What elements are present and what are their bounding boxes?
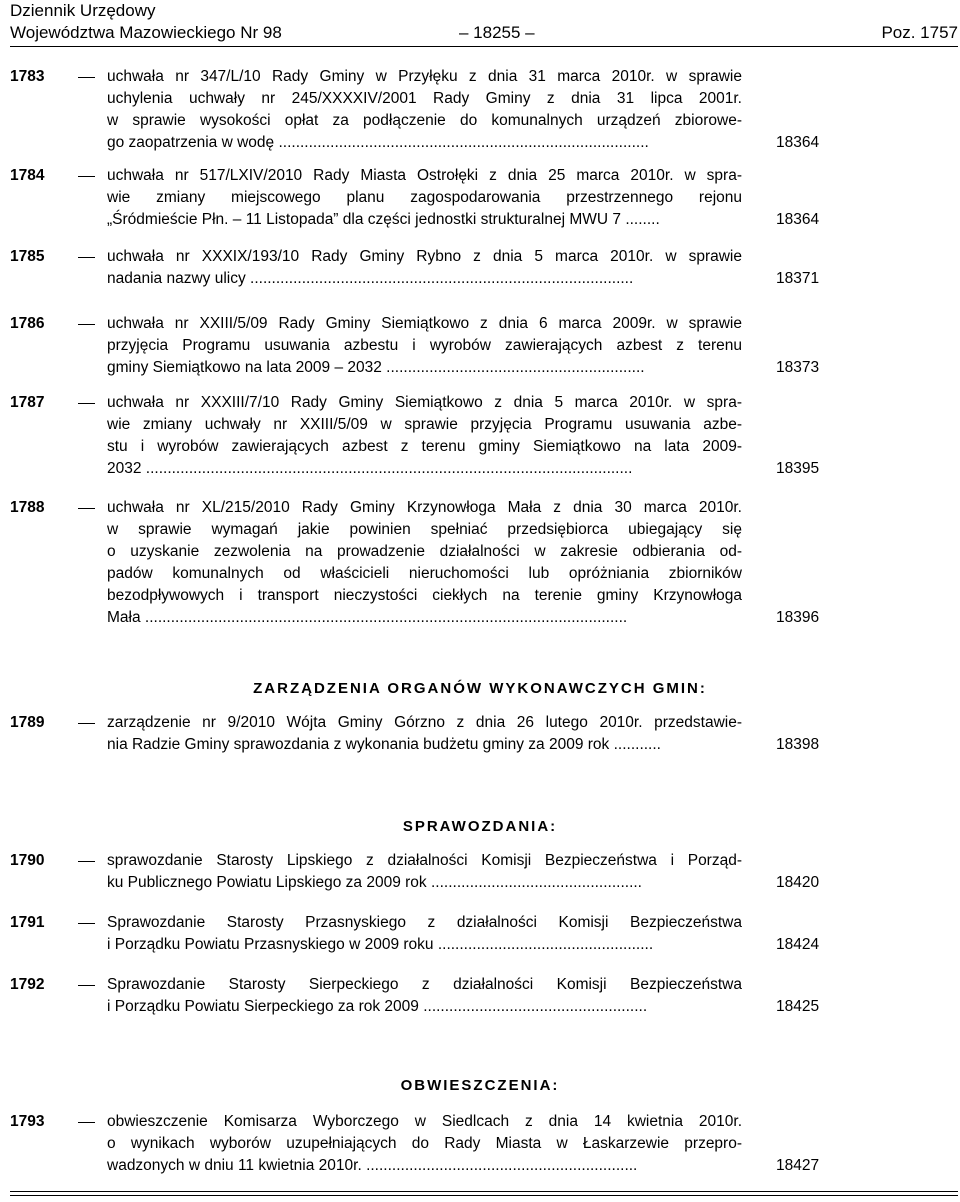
header-row (10, 22, 958, 46)
entry-line: wadzonych w dniu 11 kwietnia 2010r. ............................................................... (107, 1157, 638, 1174)
entry-dash (78, 861, 95, 862)
entry-description (107, 850, 742, 894)
entry-line: 2032 ................................................................................................................. (107, 460, 633, 477)
entry-page-number: 18373 (776, 359, 820, 376)
entry-number: 1787 (10, 394, 45, 411)
position-number: Poz. 1757 (881, 23, 958, 42)
entry-line: nia Radzie Gminy sprawozdania z wykonania budżetu gminy za 2009 rok ........... (107, 736, 661, 753)
footer-rule (10, 1191, 958, 1196)
header-rule (10, 46, 958, 47)
entry-description (107, 712, 742, 756)
journal-title: Dziennik Urzędowy (10, 1, 156, 20)
entry-description (107, 165, 742, 231)
entry-line: w sprawie wysokości opłat za podłączenie do komunalnych urządzeń zbiorowe- (107, 112, 742, 129)
entry-line: w sprawie wymagań jakie powinien spełniać przedsiębiorca ubiegający się (107, 521, 742, 538)
entry-dash (78, 403, 95, 404)
section-title-obwieszczenia: OBWIESZCZENIA: (400, 1077, 560, 1094)
entry-description (107, 1111, 742, 1177)
entry-dash (78, 508, 95, 509)
entry-dash (78, 923, 95, 924)
entry-line: uchwała nr XXXIX/193/10 Rady Gminy Rybno z dnia 5 marca 2010r. w sprawie (107, 248, 742, 265)
entry-line: uchwała nr XL/215/2010 Rady Gminy Krzynowłoga Mała z dnia 30 marca 2010r. (107, 499, 742, 516)
entry-dash (78, 257, 95, 258)
entry-line: bezodpływowych i transport nieczystości ciekłych na terenie gminy Krzynowłoga (107, 587, 742, 604)
entry-dash (78, 985, 95, 986)
entry-dash (78, 77, 95, 78)
entry-description (107, 246, 742, 290)
entry-line: i Porządku Powiatu Przasnyskiego w 2009 roku .................................................. (107, 936, 654, 953)
entry-description (107, 974, 742, 1018)
entry-line: wie zmiany miejscowego planu zagospodarowania przestrzennego rejonu (107, 189, 742, 206)
entry-description (107, 313, 742, 379)
entry-line: sprawozdanie Starosty Lipskiego z działalności Komisji Bezpieczeństwa i Porząd- (107, 852, 742, 869)
page-header (10, 0, 958, 46)
entry-line: o uzyskanie zezwolenia na prowadzenie działalności w zakresie odbierania od- (107, 543, 742, 560)
entry-page-number: 18395 (776, 460, 820, 477)
entry-line: uchylenia uchwały nr 245/XXXXIV/2001 Rady Gminy z dnia 31 lipca 2001r. (107, 90, 742, 107)
entry-description (107, 497, 742, 629)
entry-number: 1785 (10, 248, 45, 265)
entry-number: 1783 (10, 68, 45, 85)
entry-page-number: 18424 (776, 936, 820, 953)
entry-line: przyjęcia Programu usuwania azbestu i wyrobów zawierających azbest z terenu (107, 337, 742, 354)
entry-line: uchwała nr XXIII/5/09 Rady Gminy Siemiątkowo z dnia 6 marca 2009r. w sprawie (107, 315, 742, 332)
journal-issue: Województwa Mazowieckiego Nr 98 (10, 23, 282, 42)
entry-line: gminy Siemiątkowo na lata 2009 – 2032 ............................................................ (107, 359, 645, 376)
entry-dash (78, 176, 95, 177)
entry-page-number: 18364 (776, 211, 820, 228)
entry-number: 1786 (10, 315, 45, 332)
entry-dash (78, 324, 95, 325)
entry-number: 1791 (10, 914, 45, 931)
entry-line: Sprawozdanie Starosty Przasnyskiego z działalności Komisji Bezpieczeństwa (107, 914, 742, 931)
entry-description (107, 392, 742, 480)
entry-line: o wynikach wyborów uzupełniających do Rady Miasta w Łaskarzewie przepro- (107, 1135, 742, 1152)
entry-line: ku Publicznego Powiatu Lipskiego za 2009 rok ................................................. (107, 874, 642, 891)
entry-number: 1793 (10, 1113, 45, 1130)
entry-number: 1792 (10, 976, 45, 993)
entry-line: uchwała nr XXXIII/7/10 Rady Gminy Siemiątkowo z dnia 5 marca 2010r. w spra- (107, 394, 742, 411)
entry-number: 1784 (10, 167, 45, 184)
entry-number: 1790 (10, 852, 45, 869)
entry-page-number: 18420 (776, 874, 820, 891)
entry-description (107, 912, 742, 956)
entry-line: Sprawozdanie Starosty Sierpeckiego z działalności Komisji Bezpieczeństwa (107, 976, 742, 993)
entry-line: i Porządku Powiatu Sierpeckiego za rok 2009 .................................................... (107, 998, 648, 1015)
entry-line: stu i wyrobów zawierających azbest z terenu gminy Siemiątkowo na lata 2009- (107, 438, 742, 455)
section-title-sprawozdania: SPRAWOZDANIA: (402, 818, 558, 835)
page-number: – 18255 – (459, 23, 535, 42)
entry-description (107, 66, 742, 154)
entry-line: zarządzenie nr 9/2010 Wójta Gminy Górzno z dnia 26 lutego 2010r. przedstawie- (107, 714, 742, 731)
entry-dash (78, 723, 95, 724)
entry-page-number: 18398 (776, 736, 820, 753)
entry-number: 1789 (10, 714, 45, 731)
entry-page-number: 18364 (776, 134, 820, 151)
entry-number: 1788 (10, 499, 45, 516)
entry-line: „Śródmieście Płn. – 11 Listopada” dla części jednostki strukturalnej MWU 7 ........ (107, 211, 660, 228)
entry-line: padów komunalnych od właścicieli nieruchomości lub opróżniania zbiorników (107, 565, 742, 582)
section-title-zarzadzenia: ZARZĄDZENIA ORGANÓW WYKONAWCZYCH GMIN: (253, 680, 707, 697)
entry-line: nadania nazwy ulicy ......................................................................................... (107, 270, 634, 287)
entry-page-number: 18427 (776, 1157, 820, 1174)
entry-line: go zaopatrzenia w wodę ...................................................................................... (107, 134, 649, 151)
entry-line: uchwała nr 347/L/10 Rady Gminy w Przyłęku z dnia 31 marca 2010r. w sprawie (107, 68, 742, 85)
entry-line: obwieszczenie Komisarza Wyborczego w Siedlcach z dnia 14 kwietnia 2010r. (107, 1113, 742, 1130)
entry-line: wie zmiany uchwały nr XXIII/5/09 w sprawie przyjęcia Programu usuwania azbe- (107, 416, 742, 433)
entry-page-number: 18425 (776, 998, 820, 1015)
entry-dash (78, 1122, 95, 1123)
entry-page-number: 18371 (776, 270, 820, 287)
entry-page-number: 18396 (776, 609, 820, 626)
entry-line: Mała ................................................................................................................ (107, 609, 628, 626)
entry-line: uchwała nr 517/LXIV/2010 Rady Miasta Ostrołęki z dnia 25 marca 2010r. w spra- (107, 167, 742, 184)
